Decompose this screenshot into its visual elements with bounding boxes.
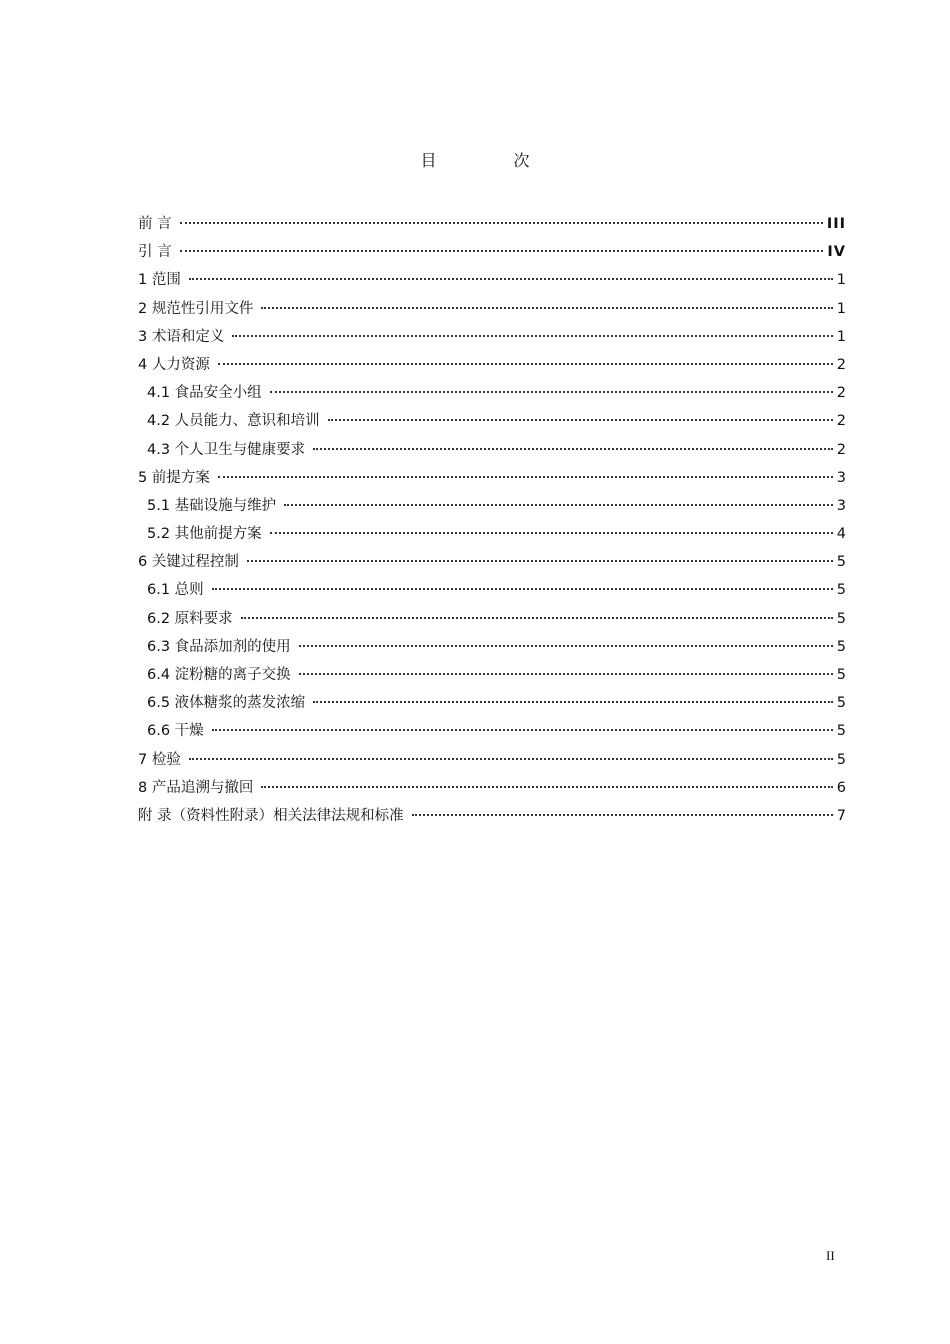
table-of-contents <box>138 212 846 832</box>
toc-entry[interactable] <box>138 804 846 832</box>
toc-entry-label: 6.5 液体糖浆的蒸发浓缩 <box>147 695 306 712</box>
toc-entry-page: 4 <box>836 526 846 543</box>
toc-leader-dots <box>218 476 833 478</box>
toc-entry-page: 5 <box>836 638 846 655</box>
toc-entry-page: III <box>826 216 846 232</box>
toc-leader-dots <box>212 588 833 590</box>
toc-entry[interactable] <box>138 381 846 409</box>
toc-entry-page: 5 <box>836 695 846 712</box>
toc-entry[interactable] <box>138 409 846 437</box>
toc-leader-dots <box>189 758 833 760</box>
toc-entry-page: 5 <box>836 751 846 768</box>
toc-entry-page: 1 <box>836 272 846 289</box>
toc-entry-page: 2 <box>836 385 846 402</box>
toc-entry-label: 前 言 <box>138 216 172 232</box>
toc-entry[interactable] <box>138 522 846 550</box>
toc-entry[interactable] <box>138 240 846 268</box>
toc-leader-dots <box>247 560 833 562</box>
toc-entry-label: 8 产品追溯与撤回 <box>138 779 254 796</box>
toc-leader-dots <box>299 673 833 675</box>
toc-entry[interactable] <box>138 776 846 804</box>
toc-entry-page: 2 <box>836 413 846 430</box>
toc-entry-label: 4.2 人员能力、意识和培训 <box>147 413 320 430</box>
toc-leader-dots <box>232 335 832 337</box>
toc-leader-dots <box>218 363 833 365</box>
toc-entry[interactable] <box>138 325 846 353</box>
toc-entry[interactable] <box>138 353 846 381</box>
toc-entry-label: 3 术语和定义 <box>138 328 225 345</box>
toc-leader-dots <box>261 786 832 788</box>
toc-entry-label: 6.4 淀粉糖的离子交换 <box>147 667 291 683</box>
toc-entry-page: 5 <box>836 610 846 627</box>
toc-entry-page: 6 <box>836 779 846 796</box>
toc-entry-page: 7 <box>836 807 846 824</box>
toc-entry[interactable] <box>138 663 846 691</box>
toc-entry-page: 5 <box>836 554 846 571</box>
toc-leader-dots <box>328 419 833 421</box>
toc-entry-label: 6.3 食品添加剂的使用 <box>147 638 291 655</box>
toc-entry-label: 1 范围 <box>138 272 181 289</box>
toc-entry[interactable] <box>138 691 846 719</box>
toc-entry-label: 2 规范性引用文件 <box>138 300 254 317</box>
toc-entry-label: 6 关键过程控制 <box>138 554 239 571</box>
toc-entry-page: 5 <box>836 723 846 740</box>
toc-entry[interactable] <box>138 212 846 240</box>
toc-leader-dots <box>299 645 833 647</box>
toc-entry-page: 1 <box>836 300 846 317</box>
toc-entry[interactable] <box>138 748 846 776</box>
toc-entry[interactable] <box>138 268 846 296</box>
toc-entry-page: 3 <box>836 497 846 514</box>
toc-entry-label: 6.1 总则 <box>147 582 204 599</box>
toc-entry[interactable] <box>138 550 846 578</box>
toc-entry[interactable] <box>138 578 846 606</box>
toc-leader-dots <box>241 617 833 619</box>
toc-leader-dots <box>412 814 833 816</box>
toc-leader-dots <box>270 391 833 393</box>
toc-entry[interactable] <box>138 719 846 747</box>
toc-entry-label: 5.1 基础设施与维护 <box>147 497 277 514</box>
toc-entry-label: 6.6 干燥 <box>147 723 204 740</box>
toc-leader-dots <box>270 532 833 534</box>
toc-leader-dots <box>180 250 824 252</box>
toc-leader-dots <box>261 307 832 309</box>
toc-entry-label: 6.2 原料要求 <box>147 610 233 627</box>
toc-entry-page: 5 <box>836 667 846 683</box>
toc-entry[interactable] <box>138 635 846 663</box>
toc-entry-label: 5 前提方案 <box>138 469 210 486</box>
toc-entry-label: 7 检验 <box>138 751 181 768</box>
toc-entry[interactable] <box>138 438 846 466</box>
toc-entry-label: 附 录（资料性附录）相关法律法规和标准 <box>138 807 404 824</box>
toc-entry-page: 3 <box>836 469 846 486</box>
toc-entry[interactable] <box>138 607 846 635</box>
toc-entry-page: 2 <box>836 356 846 373</box>
page-title: 目 次 <box>420 151 566 170</box>
toc-leader-dots <box>313 448 833 450</box>
toc-leader-dots <box>284 504 833 506</box>
toc-leader-dots <box>189 278 833 280</box>
toc-entry-label: 5.2 其他前提方案 <box>147 526 262 543</box>
toc-entry-page: 5 <box>836 582 846 599</box>
toc-entry-page: IV <box>827 244 846 261</box>
toc-entry-label: 引 言 <box>138 244 172 261</box>
toc-entry-label: 4.3 个人卫生与健康要求 <box>147 441 306 458</box>
page-number: II <box>826 1248 835 1263</box>
toc-entry[interactable] <box>138 466 846 494</box>
toc-entry-page: 2 <box>836 441 846 458</box>
toc-entry[interactable] <box>138 297 846 325</box>
toc-leader-dots <box>180 222 823 224</box>
toc-entry-label: 4.1 食品安全小组 <box>147 385 262 402</box>
toc-leader-dots <box>313 701 833 703</box>
toc-entry-page: 1 <box>836 328 846 345</box>
toc-entry[interactable] <box>138 494 846 522</box>
toc-entry-label: 4 人力资源 <box>138 356 210 373</box>
toc-leader-dots <box>212 729 833 731</box>
